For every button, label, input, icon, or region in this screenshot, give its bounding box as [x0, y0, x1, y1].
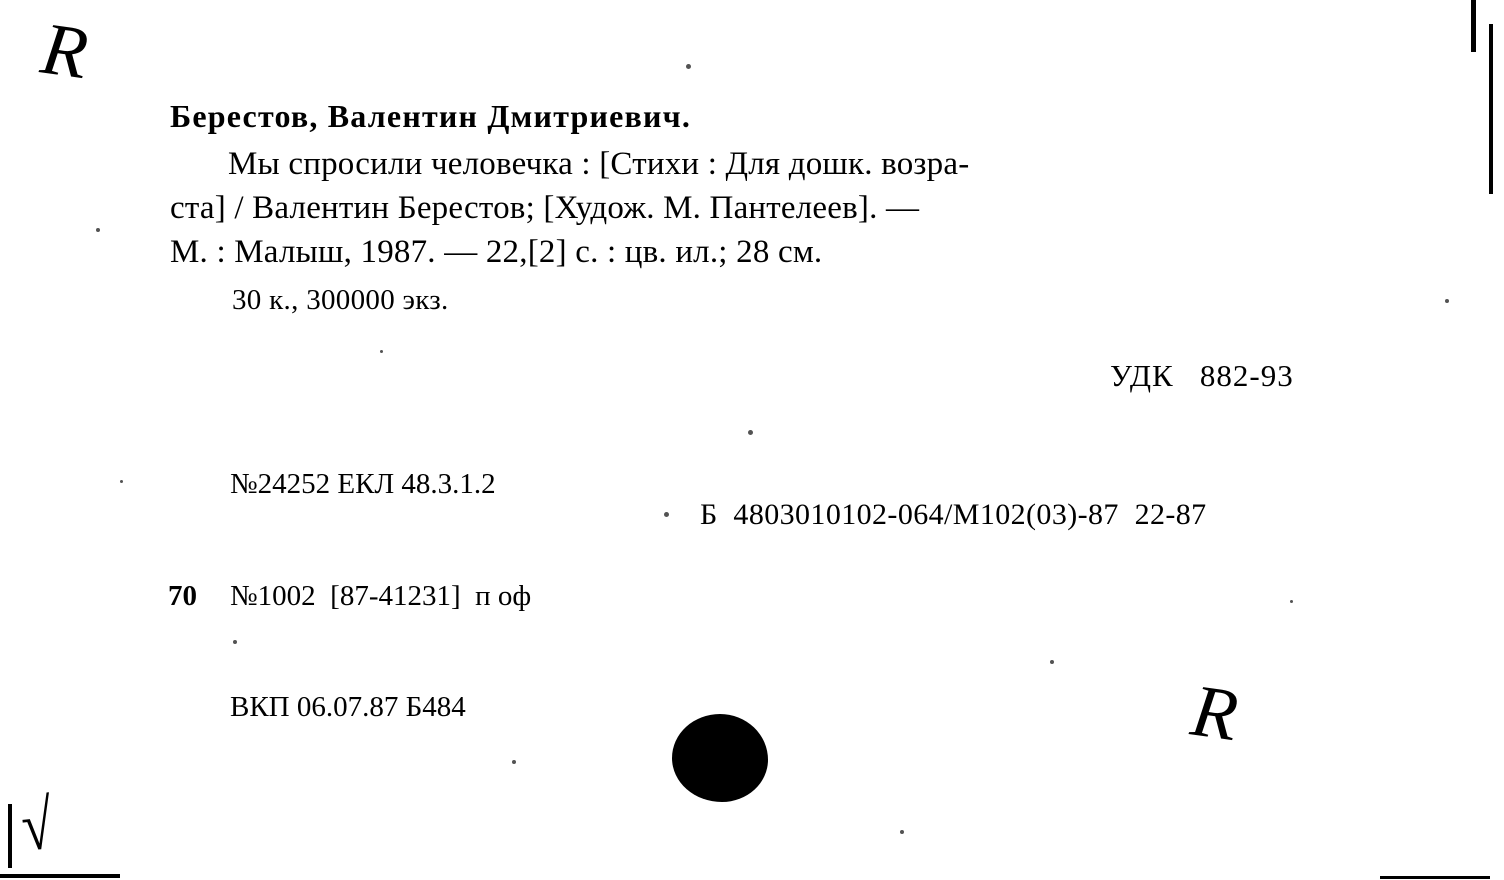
- accession-code-row: [168, 466, 531, 503]
- bibliographic-entry: [170, 96, 1380, 275]
- accession-code-text: ВКП 06.07.87 Б484: [230, 690, 466, 723]
- scan-speck: [686, 64, 691, 69]
- scan-speck: [120, 480, 123, 483]
- scan-speck: [96, 228, 100, 232]
- accession-code-row: [168, 578, 531, 615]
- scan-speck: [748, 430, 753, 435]
- price-and-print-run: 30 к., 300000 экз.: [232, 284, 449, 316]
- udk-classification: УДК 882-93: [1110, 358, 1294, 393]
- edge-mark-left: [8, 804, 12, 868]
- accession-code-row: [168, 689, 531, 726]
- publisher-code-line: Б 4803010102-064/М102(03)-87 22-87: [700, 498, 1207, 531]
- title-line-2: ста] / Валентин Берестов; [Худож. М. Пантелеев]. —: [170, 190, 920, 227]
- handwritten-mark-bottom-right: R: [1186, 669, 1237, 757]
- scan-speck: [1290, 600, 1293, 603]
- scan-speck: [664, 512, 669, 517]
- scan-speck: [1445, 299, 1449, 303]
- edge-mark-right: [1489, 24, 1493, 194]
- title-line-3: М. : Малыш, 1987. — 22,[2] с. : цв. ил.; 28 см.: [170, 234, 823, 271]
- edge-mark-bottom: [0, 874, 120, 878]
- title-line-1: Мы спросили человечка : [Стихи : Для дошк. возра-: [228, 146, 970, 182]
- accession-code-lead: 70: [168, 579, 197, 612]
- edge-mark-top-right: [1471, 0, 1476, 52]
- ink-blot: [672, 714, 768, 802]
- scan-speck: [900, 830, 904, 834]
- author-heading: Берестов, Валентин Дмитриевич.: [170, 98, 692, 134]
- handwritten-mark-top-left: R: [36, 7, 87, 95]
- edge-mark-bottom-right: [1380, 876, 1490, 879]
- handwritten-checkmark: √: [17, 786, 57, 867]
- accession-code-text: №24252 ЕКЛ 48.3.1.2: [230, 468, 496, 501]
- accession-code-text: №1002 [87-41231] п оф: [230, 579, 532, 612]
- accession-codes: [168, 392, 531, 800]
- scan-speck: [380, 350, 383, 353]
- scan-speck: [1050, 660, 1054, 664]
